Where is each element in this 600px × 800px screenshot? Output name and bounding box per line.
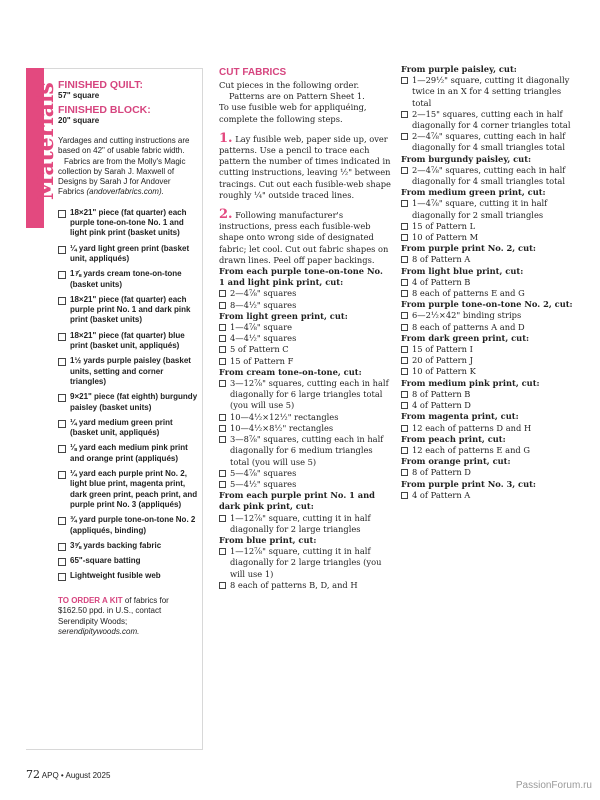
fabric-section-heading: From purple paisley, cut: (401, 64, 517, 74)
cut-item: 8 of Pattern A (401, 254, 573, 265)
cut-item: 3—12⅞" squares, cutting each in half diagonally for 6 large triangles total (you will use 5) (219, 378, 391, 412)
kit-link[interactable]: serendipitywoods.com. (58, 627, 140, 637)
supply-item: ¼ yard light green print (basket unit, appliqués) (58, 244, 198, 265)
cut-item: 1—12⅞" square, cutting it in half diagonally for 2 large triangles (you will use 1) (219, 546, 391, 580)
pattern-sheet-text: Patterns are on Pattern Sheet 1. (229, 91, 365, 102)
cut-item: 2—15" squares, cutting each in half diagonally for 4 corner triangles total (401, 109, 573, 131)
cut-item: 1—12⅞" square, cutting it in half diagonally for 2 large triangles (219, 513, 391, 535)
cut-item: 15 of Pattern L (401, 221, 573, 232)
step-1 (219, 130, 391, 201)
watermark: PassionForum.ru (515, 780, 592, 791)
fabric-section-heading: From orange print, cut: (401, 456, 511, 467)
cut-item: 1—29½" square, cutting it diagonally twice in an X for 4 setting triangles total (401, 75, 573, 109)
supply-item: ⅛ yard each medium pink print and orange print (appliqués) (58, 443, 198, 464)
supply-item: 65"-square batting (58, 556, 198, 566)
fabric-section-heading: From dark green print, cut: (401, 332, 530, 343)
cut-item: 6—2½×42" binding strips (401, 310, 573, 321)
fabric-section-heading: From light blue print, cut: (401, 265, 524, 276)
finished-block-value: 20" square (58, 116, 100, 125)
cut-item: 4 of Pattern D (401, 400, 573, 411)
supply-item: 3⅝ yards backing fabric (58, 541, 198, 551)
cut-item: 8 of Pattern D (401, 467, 573, 478)
cut-item: 1—4⅞" square (219, 322, 391, 333)
cut-fabrics-column (219, 67, 391, 591)
fabric-note-text: Fabrics are from the Molly's Magic collection by Sarah J. Maxwell of Designs by Sarah J for Andover Fabrics (58, 156, 186, 197)
step-1-number: 1. (219, 130, 233, 146)
cut-item: 5—4½" squares (219, 479, 391, 490)
materials-intro: Yardages and cutting instructions are based on 42" of usable fabric width. (58, 136, 190, 156)
cut-item: 8—4½" squares (219, 300, 391, 311)
finished-block-label: FINISHED BLOCK: (58, 104, 151, 116)
finished-quilt-value: 57" square (58, 91, 100, 100)
cut-item: 2—4⅞" squares, cutting each in half diagonally for 4 small triangles total (401, 131, 573, 153)
cut-item: 5 of Pattern C (219, 344, 391, 355)
cut-item: 8 of Pattern B (401, 389, 573, 400)
cut-item: 8 each of patterns A and D (401, 322, 573, 333)
step-2 (219, 209, 391, 266)
cut-item: 8 each of patterns E and G (401, 288, 573, 299)
andover-link[interactable]: (andoverfabrics.com). (86, 187, 164, 197)
materials-fabric-note (58, 157, 198, 198)
fabric-section-heading: From medium green print, cut: (401, 187, 546, 198)
cut-item: 4—4½" squares (219, 333, 391, 344)
supply-item: ¼ yard each purple print No. 2, light blue print, magenta print, dark green print, peach print, and purple print No. 3 (appliqués) (58, 469, 198, 510)
cut-item: 15 of Pattern F (219, 356, 391, 367)
cut-order-text: Cut pieces in the following order. (219, 80, 360, 90)
cut-item: 2—4⅞" squares (219, 288, 391, 299)
fabric-section-heading: From light green print, cut: (219, 310, 348, 321)
supply-item: 9×21" piece (fat eighth) burgundy paisley (basket units) (58, 392, 198, 413)
materials-content (58, 79, 198, 638)
cutting-list-col3 (401, 64, 573, 501)
page-number: 72 (26, 768, 40, 781)
cut-fabrics-heading: CUT FABRICS (219, 67, 287, 78)
fabric-section-heading: From purple print No. 3, cut: (401, 478, 536, 489)
cutting-list-col2 (219, 266, 391, 591)
step-2-text: Following manufacturer's instructions, press each fusible-web shape onto wrong side of designated fabric; let cool. Cut out fabric shapes on drawn lines. Peel off paper backings. (219, 210, 389, 265)
finished-quilt-label: FINISHED QUILT: (58, 79, 143, 91)
fusible-intro: To use fusible web for appliquéing, complete the following steps. (219, 102, 367, 124)
supply-item: 18×21" piece (fat quarter) blue print (basket unit, appliqués) (58, 331, 198, 352)
kit-order (58, 596, 198, 638)
supply-item: 18×21" piece (fat quarter) each purple print No. 1 and dark pink print (basket units) (58, 295, 198, 326)
step-2-number: 2. (219, 207, 233, 223)
cut-item: 10—4½×8½" rectangles (219, 423, 391, 434)
fabric-section-heading: From peach print, cut: (401, 433, 506, 444)
cut-item: 10—4½×12½" rectangles (219, 412, 391, 423)
supply-item: Lightweight fusible web (58, 571, 198, 581)
fabric-section-heading: From purple tone-on-tone No. 2, cut: (401, 299, 573, 310)
step-1-text: Lay fusible web, paper side up, over patterns. Use a pencil to trace each pattern the number of times indicated in cutting instructions, leaving ½" between tracings. Cut out each fusible-web shape roughly ¼" outside traced lines. (219, 133, 391, 200)
cut-item: 4 of Pattern A (401, 490, 573, 501)
supply-item: 1½ yards purple paisley (basket units, setting and corner triangles) (58, 356, 198, 387)
supplies-list (58, 208, 198, 582)
kit-text: of fabrics for $162.50 ppd. in U.S., contact Serendipity Woods; (58, 595, 169, 626)
fabric-section-heading: From each purple print No. 1 and dark pink print, cut: (219, 490, 375, 512)
magazine-issue: APQ • August 2025 (41, 771, 111, 780)
supply-item: 1⅞ yards cream tone-on-tone (basket units) (58, 269, 198, 290)
fabric-section-heading: From magenta print, cut: (401, 411, 519, 422)
cut-item: 20 of Pattern J (401, 355, 573, 366)
kit-label: TO ORDER A KIT (58, 595, 123, 605)
fabric-section-heading: From medium pink print, cut: (401, 377, 540, 388)
fabric-section-heading: From blue print, cut: (219, 534, 317, 545)
cut-item: 12 each of patterns D and H (401, 423, 573, 434)
cut-item: 10 of Pattern M (401, 232, 573, 243)
fabric-section-heading: From cream tone-on-tone, cut: (219, 366, 362, 377)
supply-item: 18×21" piece (fat quarter) each purple tone-on-tone No. 1 and light pink print (basket units) (58, 208, 198, 239)
cut-item: 12 each of patterns E and G (401, 445, 573, 456)
cut-item: 15 of Pattern I (401, 344, 573, 355)
cut-item: 1—4⅞" square, cutting it in half diagonally for 2 small triangles (401, 198, 573, 220)
cut-item: 2—4⅞" squares, cutting each in half diagonally for 4 small triangles total (401, 165, 573, 187)
cut-item: 8 each of patterns B, D, and H (219, 580, 391, 591)
fabric-section-heading: From burgundy paisley, cut: (401, 153, 532, 164)
cut-item: 4 of Pattern B (401, 277, 573, 288)
supply-item: ¼ yard medium green print (basket unit, appliqués) (58, 418, 198, 439)
materials-title: Materials (33, 82, 59, 200)
cut-item: 5—4⅞" squares (219, 468, 391, 479)
fabric-section-heading: From purple print No. 2, cut: (401, 243, 536, 254)
cut-item: 3—8⅞" squares, cutting each in half diagonally for 6 medium triangles total (you will use 5) (219, 434, 391, 468)
page-footer (26, 768, 110, 781)
supply-item: ¾ yard purple tone-on-tone No. 2 (appliqués, binding) (58, 515, 198, 536)
cut-item: 10 of Pattern K (401, 366, 573, 377)
fabric-section-heading: From each purple tone-on-tone No. 1 and light pink print, cut: (219, 266, 383, 288)
